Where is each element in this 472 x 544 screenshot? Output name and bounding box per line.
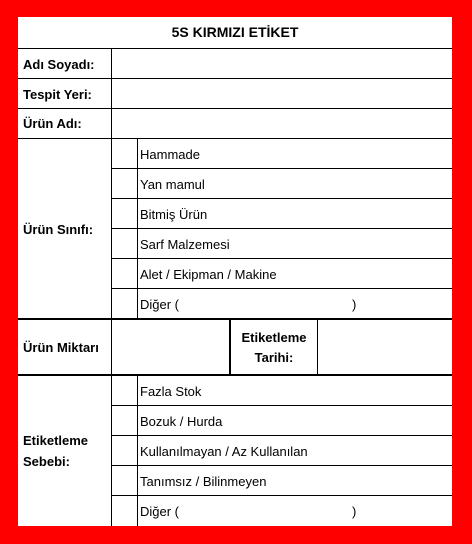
divider (112, 465, 452, 466)
diger-class-close-paren: ) (352, 296, 357, 312)
checkbox-hammade[interactable] (113, 139, 137, 169)
option-yan-mamul: Yan mamul (140, 176, 205, 192)
divider (112, 228, 452, 229)
divider (18, 108, 452, 109)
divider (317, 319, 318, 375)
option-hammade: Hammade (140, 146, 200, 162)
checkbox-yan-mamul[interactable] (113, 169, 137, 199)
reason-label-line1: Etiketleme (23, 433, 89, 448)
option-alet-ekipman: Alet / Ekipman / Makine (140, 266, 277, 282)
option-kullanilmayan: Kullanılmayan / Az Kullanılan (140, 443, 308, 459)
diger-reason-close-paren: ) (352, 503, 357, 519)
product-name-label: Ürün Adı: (23, 116, 82, 131)
diger-reason-input[interactable] (186, 496, 346, 526)
name-field[interactable] (112, 49, 452, 79)
red-tag-form (18, 17, 452, 526)
option-diger-class: Diğer ( (140, 296, 180, 312)
checkbox-diger-class[interactable] (113, 289, 137, 319)
checkbox-kullanilmayan[interactable] (113, 436, 137, 466)
reason-label-line2: Sebebi: (23, 454, 70, 469)
product-class-label: Ürün Sınıfı: (23, 221, 94, 237)
reason-label (23, 376, 88, 526)
divider (112, 168, 452, 169)
tagging-date-label (230, 320, 318, 375)
checkbox-bitmis-urun[interactable] (113, 199, 137, 229)
option-bitmis-urun: Bitmiş Ürün (140, 206, 208, 222)
divider (229, 319, 231, 375)
checkbox-tanimsiz[interactable] (113, 466, 137, 496)
option-bozuk-hurda: Bozuk / Hurda (140, 413, 223, 429)
divider (18, 318, 452, 320)
divider (111, 48, 112, 526)
tagging-date-field[interactable] (318, 320, 452, 375)
divider (18, 78, 452, 79)
divider (137, 375, 138, 526)
quantity-label: Ürün Miktarı (23, 340, 99, 355)
divider (137, 138, 138, 319)
form-title: 5S KIRMIZI ETİKET (171, 24, 299, 40)
location-label: Tespit Yeri: (23, 86, 92, 102)
diger-class-input[interactable] (186, 289, 346, 319)
quantity-field[interactable] (112, 320, 230, 375)
location-field[interactable] (112, 79, 452, 109)
divider (112, 288, 452, 289)
checkbox-diger-reason[interactable] (113, 496, 137, 526)
checkbox-alet-ekipman[interactable] (113, 259, 137, 289)
checkbox-bozuk-hurda[interactable] (113, 406, 137, 436)
divider (112, 435, 452, 436)
divider (18, 48, 452, 49)
tagging-date-label-line2: Tarihi: (254, 349, 294, 365)
divider (112, 495, 452, 496)
divider (112, 198, 452, 199)
divider (18, 138, 452, 139)
checkbox-fazla-stok[interactable] (113, 376, 137, 406)
option-fazla-stok: Fazla Stok (140, 383, 202, 399)
divider (18, 374, 452, 376)
tagging-date-label-line1: Etiketleme (241, 329, 307, 345)
name-label: Adı Soyadı: (23, 56, 95, 72)
option-diger-reason: Diğer ( (140, 503, 180, 519)
divider (112, 258, 452, 259)
checkbox-sarf-malzemesi[interactable] (113, 229, 137, 259)
product-name-field[interactable] (112, 109, 452, 138)
divider (112, 405, 452, 406)
option-tanimsiz: Tanımsız / Bilinmeyen (140, 473, 267, 489)
option-sarf-malzemesi: Sarf Malzemesi (140, 236, 230, 252)
